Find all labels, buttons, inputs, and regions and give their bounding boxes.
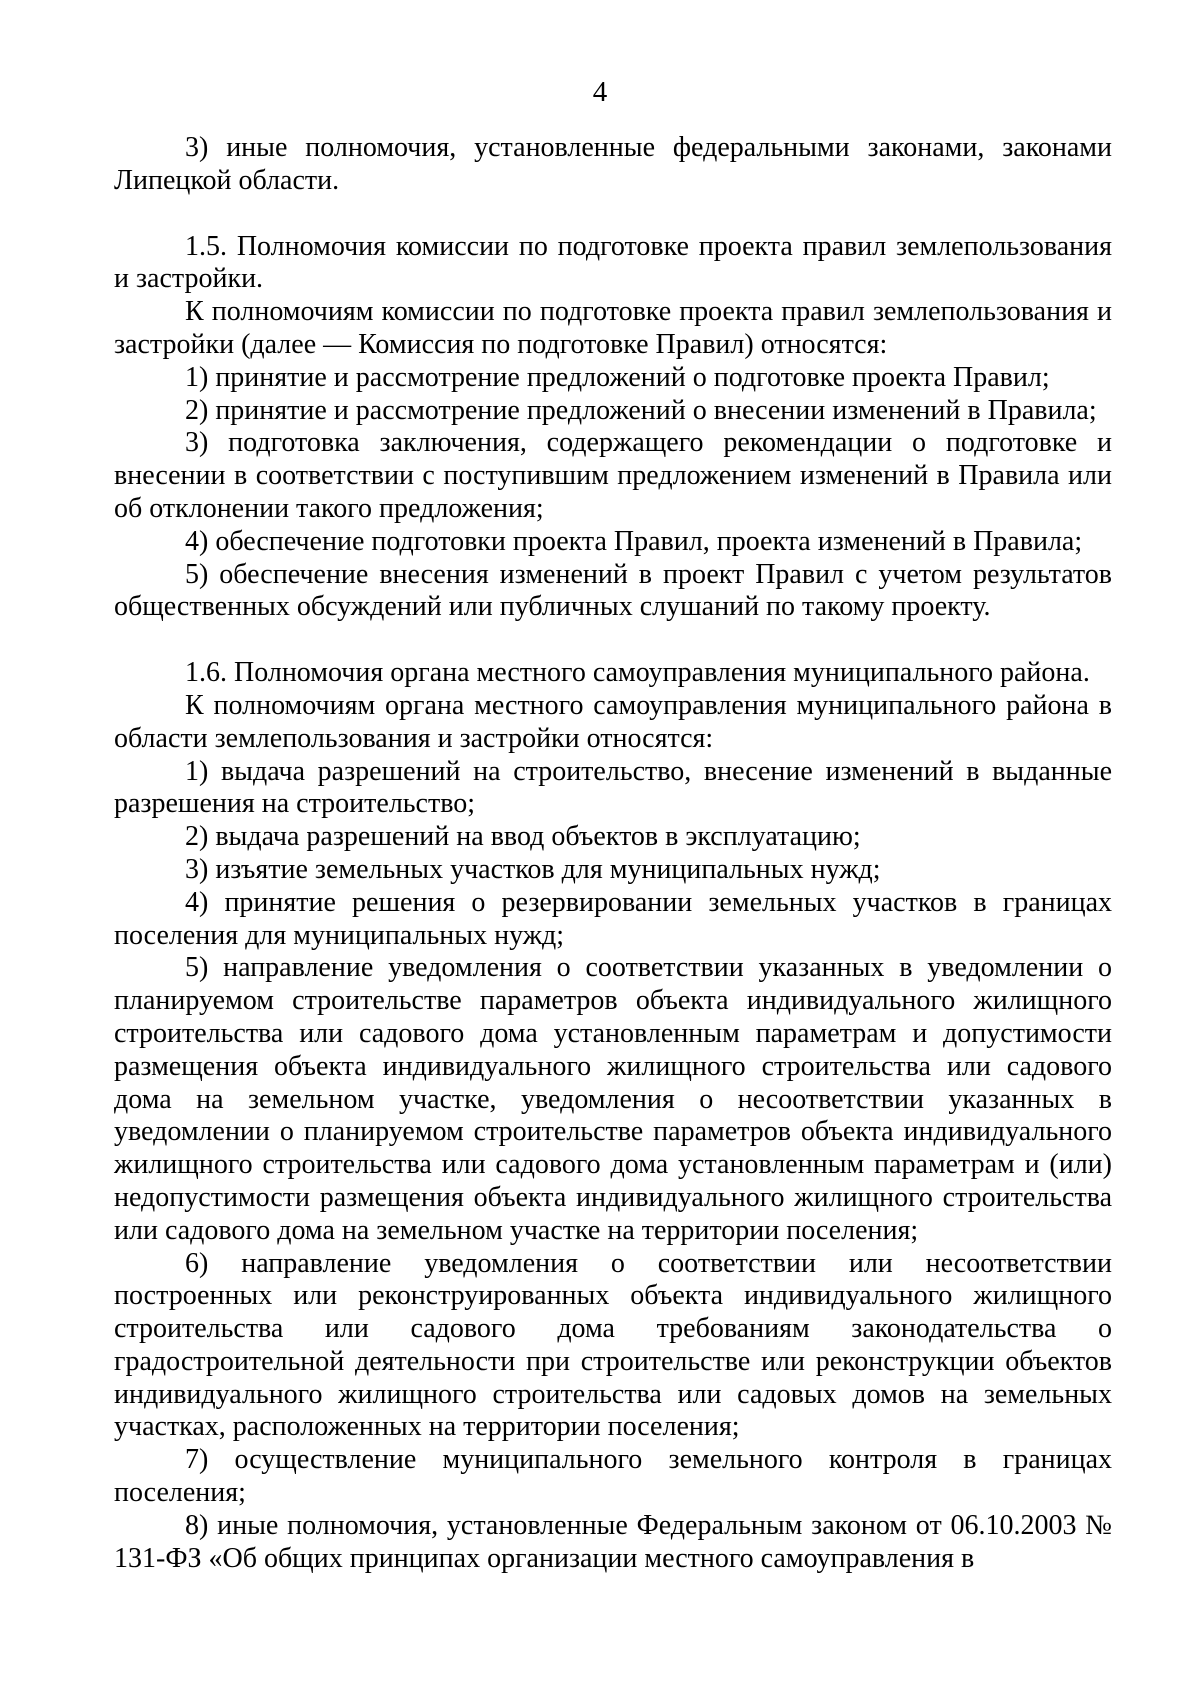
section-1-6-item: 3) изъятие земельных участков для муниципальных нужд;	[185, 853, 881, 885]
paragraph-item-3-laws: 3) иные полномочия, установленные федеральными законами, законами Липецкой области.	[114, 132, 1112, 196]
section-1-6-item: 2) выдача разрешений на ввод объектов в эксплуатацию;	[185, 821, 861, 853]
section-1-6-item: 8) иные полномочия, установленные Федеральным законом от 06.10.2003 № 131-ФЗ «Об общих принципах организации местного самоуправления в	[114, 1509, 1112, 1574]
section-1-6-item: 6) направление уведомления о соответствии или несоответствии построенных или реконструированных объекта индивидуального жилищного строительства или садового дома требованиям законодательства о градостроительной деятельности при строительстве или реконструкции объектов индивидуального жилищного строительства или садовых домов на земельных участках, расположенных на территории поселения;	[114, 1247, 1112, 1443]
section-1-6-intro: К полномочиям органа местного самоуправления муниципального района в области землепользования и застройки относятся:	[114, 689, 1112, 754]
section-1-5-item: 5) обеспечение внесения изменений в проект Правил с учетом результатов общественных обсуждений или публичных слушаний по такому проекту.	[114, 558, 1112, 623]
section-1-5-item: 4) обеспечение подготовки проекта Правил, проекта изменений в Правила;	[185, 525, 1083, 557]
section-1-6-heading: 1.6. Полномочия органа местного самоуправления муниципального района.	[185, 657, 1090, 689]
section-1-6-item: 1) выдача разрешений на строительство, внесение изменений в выданные разрешения на строительство;	[114, 755, 1112, 820]
section-1-5-item: 2) принятие и рассмотрение предложений о внесении изменений в Правила;	[185, 394, 1097, 426]
page-number: 4	[592, 76, 608, 108]
section-1-6-item: 7) осуществление муниципального земельного контроля в границах поселения;	[114, 1444, 1112, 1509]
document-body	[114, 132, 1112, 1575]
section-1-5-intro: К полномочиям комиссии по подготовке проекта правил землепользования и застройки (далее — Комиссия по подготовке Правил) относятся:	[114, 296, 1112, 360]
section-1-5-item: 1) принятие и рассмотрение предложений о подготовке проекта Правил;	[185, 361, 1050, 393]
section-1-5-heading: 1.5. Полномочия комиссии по подготовке проекта правил землепользования и застройки.	[114, 230, 1112, 295]
section-1-5-item: 3) подготовка заключения, содержащего рекомендации о подготовке и внесении в соответствии с поступившим предложением изменений в Правила или об отклонении такого предложения;	[114, 427, 1112, 524]
section-1-6-item: 4) принятие решения о резервировании земельных участков в границах поселения для муниципальных нужд;	[114, 886, 1112, 951]
section-1-6-item: 5) направление уведомления о соответствии указанных в уведомлении о планируемом строительстве параметров объекта индивидуального жилищного строительства или садового дома установленным параметрам и допустимости размещения объекта индивидуального жилищного строительства или садового дома на земельном участке, уведомления о несоответствии указанных в уведомлении о планируемом строительстве параметров объекта индивидуального жилищного строительства или садового дома установленным параметрам и (или) недопустимости размещения объекта индивидуального жилищного строительства или садового дома на земельном участке на территории поселения;	[114, 952, 1112, 1246]
